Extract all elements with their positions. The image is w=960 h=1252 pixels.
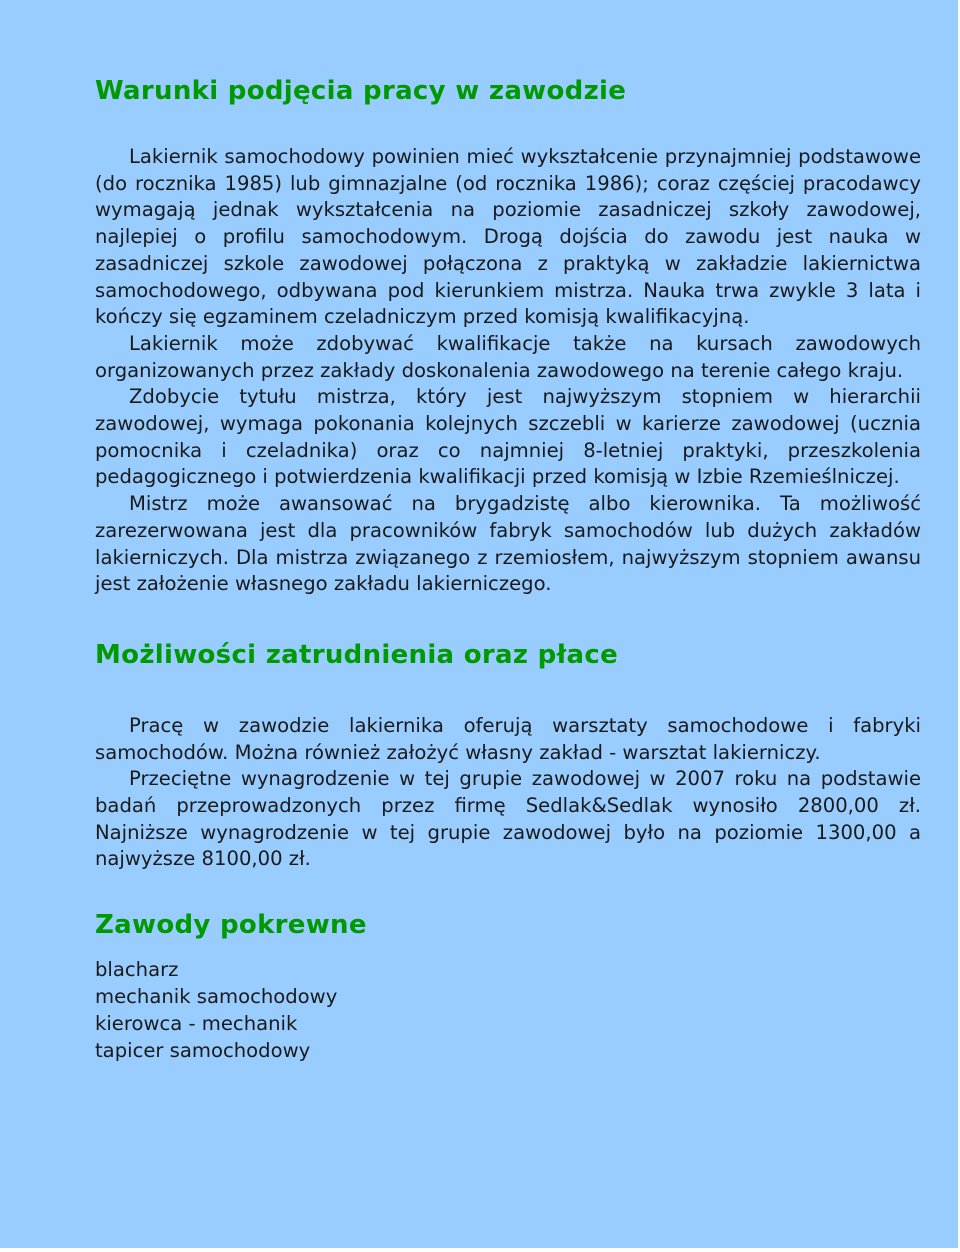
list-item: kierowca - mechanik bbox=[95, 1011, 298, 1035]
list-item: blacharz bbox=[95, 958, 179, 982]
section-heading-related-jobs: Zawody pokrewne bbox=[95, 910, 367, 941]
paragraph-master-title: Zdobycie tytułu mistrza, który jest najwyższym stopniem w hierarchii zawodowej, wymaga pokonania kolejnych szczebli w karierze zawodowej (ucznia pomocnika i czeladnika) oraz co najmniej 8-letniej praktyki, przeszkolenia pedagogicznego i potwierdzenia kwalifikacji przed komisją w Izbie Rzemieślniczej. bbox=[95, 385, 921, 489]
document-content bbox=[95, 74, 921, 1064]
paragraph-salary: Przeciętne wynagrodzenie w tej grupie zawodowej w 2007 roku na podstawie badań przeprowadzonych przez firmę Sedlak&Sedlak wynosiło 2800,00 zł. Najniższe wynagrodzenie w tej grupie zawodowej było na poziomie 1300,00 a najwyższe 8100,00 zł. bbox=[95, 767, 921, 871]
section-heading-employment: Możliwości zatrudnienia oraz płace bbox=[95, 639, 619, 670]
list-item: tapicer samochodowy bbox=[95, 1038, 311, 1062]
list-item: mechanik samochodowy bbox=[95, 984, 338, 1008]
paragraph-education: Lakiernik samochodowy powinien mieć wykształcenie przynajmniej podstawowe (do rocznika 1985) lub gimnazjalne (od rocznika 1986); coraz częściej pracodawcy wymagają jednak wykształcenia na poziomie zasadniczej szkoły zawodowej, najlepiej o profilu samochodowym. Drogą dojścia do zawodu jest nauka w zasadniczej szkole zawodowej połączona z praktyką w zakładzie lakiernictwa samochodowego, odbywana pod kierunkiem mistrza. Nauka trwa zwykle 3 lata i kończy się egzaminem czeladniczym przed komisją kwalifikacyjną. bbox=[95, 145, 921, 329]
related-jobs-list bbox=[95, 957, 921, 1064]
section-heading-requirements: Warunki podjęcia pracy w zawodzie bbox=[95, 76, 627, 106]
paragraph-promotion: Mistrz może awansować na brygadzistę albo kierownika. Ta możliwość zarezerwowana jest dla pracowników fabryk samochodów lub dużych zakładów lakierniczych. Dla mistrza związanego z rzemiosłem, najwyższym stopniem awansu jest założenie własnego zakładu lakierniczego. bbox=[95, 492, 921, 596]
paragraph-workplaces: Pracę w zawodzie lakiernika oferują warsztaty samochodowe i fabryki samochodów. Można również założyć własny zakład - warsztat lakierniczy. bbox=[95, 713, 921, 764]
paragraph-courses: Lakiernik może zdobywać kwalifikacje także na kursach zawodowych organizowanych przez zakłady doskonalenia zawodowego na terenie całego kraju. bbox=[95, 331, 921, 382]
